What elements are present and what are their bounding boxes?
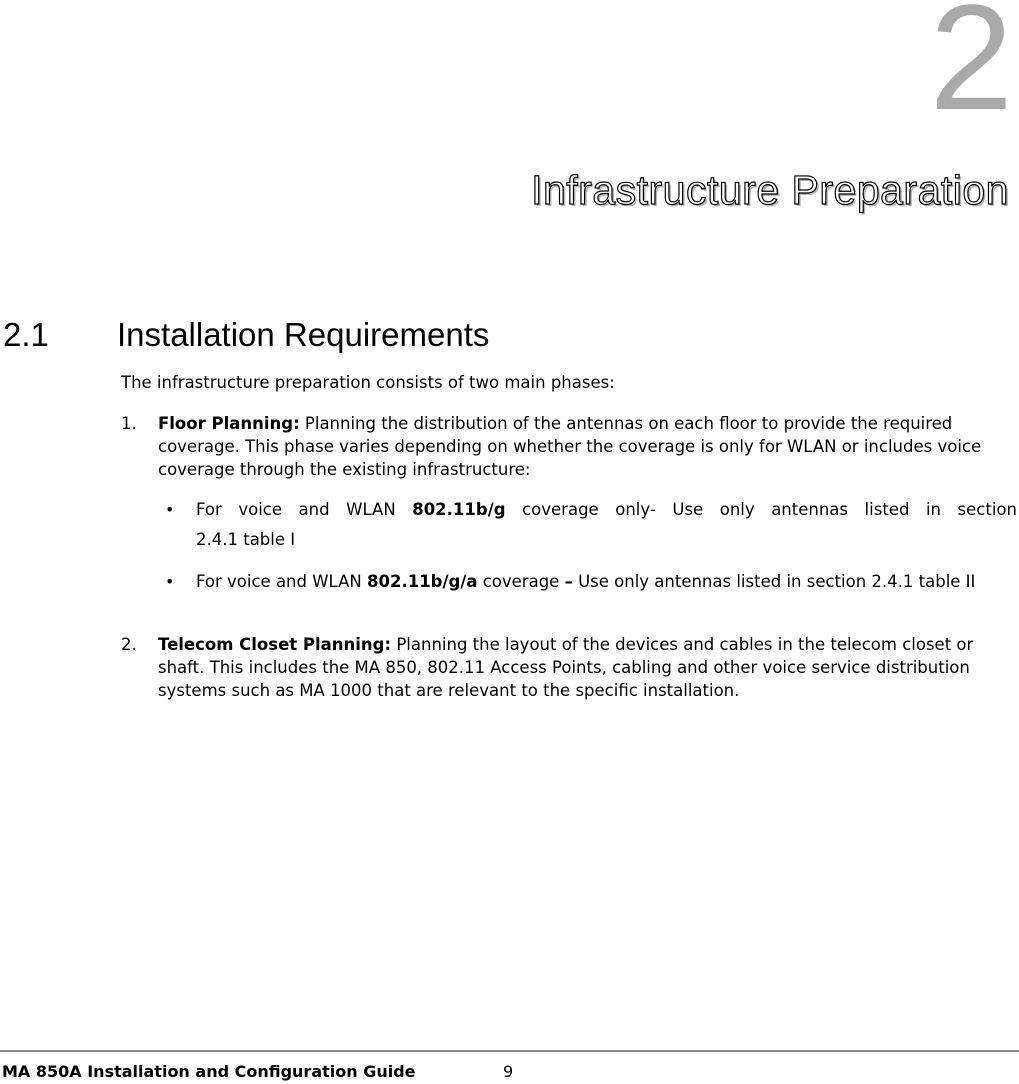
- intro-paragraph: The infrastructure preparation consists of two main phases:: [121, 373, 615, 392]
- list-marker: 1.: [121, 414, 137, 433]
- list-item-telecom-closet-planning: [121, 633, 988, 702]
- list-item-heading: Floor Planning:: [158, 414, 300, 433]
- list-item-floor-planning: [121, 412, 1008, 481]
- bullet-dash: –: [564, 572, 573, 591]
- bullet-line: [196, 498, 1017, 521]
- chapter-title: Infrastructure Preparation: [531, 167, 1009, 213]
- list-item-text: Planning the distribution of the antennas on each floor to provide the required coverage. This phase varies depending on whether the coverage is only for WLAN or includes voice coverage through the existing infrastructure:: [158, 414, 982, 479]
- list-item-text: Planning the layout of the devices and cables in the telecom closet or shaft. This includes the MA 850, 802.11 Access Points, cabling and other voice service distribution systems such as MA 1000 that are relevant to the specific installation.: [158, 635, 974, 700]
- bullet-text-mid: coverage: [477, 572, 565, 591]
- bullet-text-post: coverage only- Use only antennas listed in section: [505, 500, 1017, 519]
- bullet-icon: •: [165, 500, 175, 519]
- bullet-text-pre: For voice and WLAN: [196, 500, 413, 519]
- bullet-text-pre: For voice and WLAN: [196, 572, 367, 591]
- bullet-line-2: 2.4.1 table I: [196, 530, 296, 549]
- bullet-standard: 802.11b/g/a: [367, 572, 478, 591]
- footer-page-number: 9: [503, 1062, 514, 1081]
- bullet-item-80211bg: [165, 498, 1017, 551]
- footer-rule: [0, 1050, 1019, 1052]
- list-marker: 2.: [121, 635, 137, 654]
- list-item-heading: Telecom Closet Planning:: [158, 635, 392, 654]
- chapter-number: 2: [929, 0, 1013, 141]
- footer-title: MA 850A Installation and Configuration Guide: [2, 1062, 416, 1081]
- section-number: 2.1: [3, 316, 49, 353]
- bullet-text-post: Use only antennas listed in section 2.4.1 table II: [572, 572, 976, 591]
- bullet-standard: 802.11b/g: [412, 500, 506, 519]
- section-title: Installation Requirements: [117, 316, 490, 353]
- section-heading: [3, 316, 489, 354]
- bullet-icon: •: [165, 572, 175, 591]
- bullet-item-80211bga: [165, 570, 1019, 593]
